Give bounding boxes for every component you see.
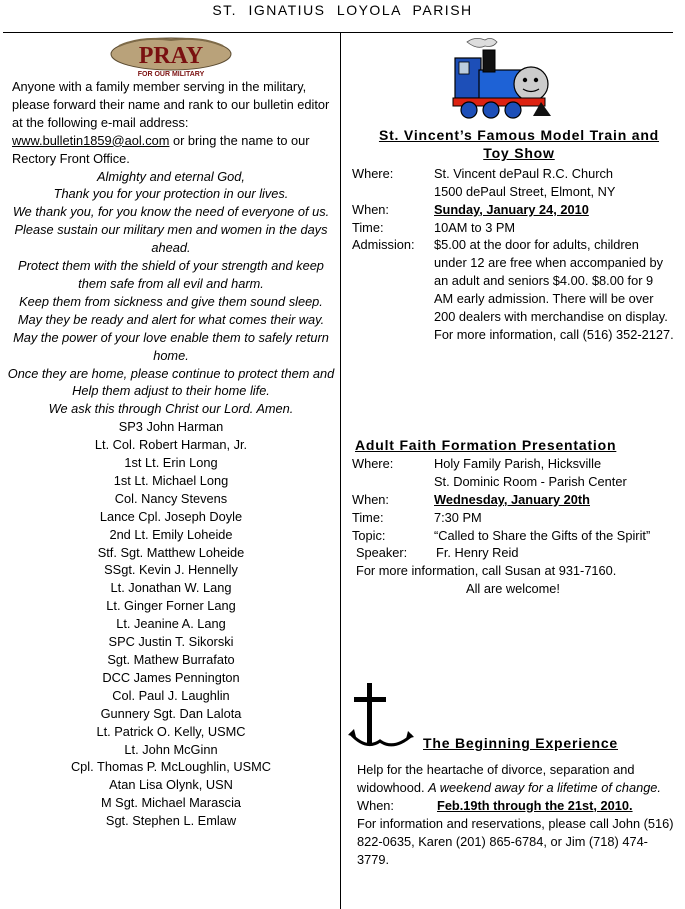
faith-time: 7:30 PM	[434, 509, 482, 525]
cross-anchor-icon	[346, 681, 418, 753]
topic-label: Topic:	[352, 527, 386, 543]
list-item: Lt. Col. Robert Harman, Jr.	[94, 437, 248, 453]
list-item: 2nd Lt. Emily Loheide	[109, 526, 233, 542]
list-item: Gunnery Sgt. Dan Lalota	[100, 705, 242, 721]
faith-info: For more information, call Susan at 931-7160.	[356, 563, 617, 579]
prayer-line: Keep them from sickness and give them sound sleep.	[19, 293, 323, 309]
prayer-line: We thank you, for you know the need of everyone of us.	[12, 204, 330, 220]
train-where-line1: St. Vincent dePaul R.C. Church	[434, 165, 614, 181]
header-divider	[3, 32, 673, 33]
pray-logo-sub: FOR OUR MILITARY	[137, 71, 205, 78]
faith-welcome: All are welcome!	[466, 581, 560, 597]
when-label: When:	[357, 797, 394, 813]
prayer-line: Almighty and eternal God,	[97, 168, 245, 184]
beginning-intro-text: Help for the heartache of divorce, separation and widowhood.	[357, 762, 635, 795]
pray-column	[4, 36, 338, 830]
train-admission: $5.00 at the door for adults, children under 12 are free when accompanied by an adult and seniors $4.00. $8.00 for 9 AM early admission. There will be over 200 dealers with merchandise on display. For more information, call (516) 352-2127.	[434, 237, 674, 342]
prayer-line: Thank you for your protection in our lives.	[53, 186, 289, 202]
beginning-experience-title: The Beginning Experience	[423, 735, 619, 751]
admission-label: Admission:	[352, 237, 415, 253]
list-item: SPC Justin T. Sikorski	[108, 634, 234, 650]
faith-speaker: Fr. Henry Reid	[436, 545, 519, 561]
pray-intro-before: Anyone with a family member serving in the military, please forward their name and rank to our bulletin editor at the following e-mail address:	[12, 79, 330, 130]
pray-logo-word: PRAY	[138, 43, 204, 69]
beginning-info: For information and reservations, please call John (516) 822-0635, Karen (201) 865-6784, or Jim (718) 474-3779.	[357, 815, 674, 867]
where-label: Where:	[352, 165, 394, 181]
prayer-line: We ask this through Christ our Lord. Amen.	[48, 401, 294, 417]
list-item: Col. Paul J. Laughlin	[112, 687, 230, 703]
prayer-line: Protect them with the shield of your strength and keep them safe from all evil and harm.	[18, 258, 324, 291]
military-names-list	[4, 418, 338, 830]
list-item: Lt. John McGinn	[124, 741, 218, 757]
list-item: Lt. Jonathan W. Lang	[110, 580, 232, 596]
list-item: Col. Nancy Stevens	[114, 490, 228, 506]
list-item: 1st Lt. Michael Long	[113, 472, 229, 488]
page-header: ST. IGNATIUS LOYOLA PARISH	[212, 2, 473, 18]
faith-where-line1: Holy Family Parish, Hicksville	[434, 455, 602, 471]
list-item: Lance Cpl. Joseph Doyle	[99, 508, 243, 524]
when-label: When:	[352, 491, 389, 507]
prayer-line: Help them adjust to their home life.	[72, 383, 270, 399]
list-item: Sgt. Stephen L. Emlaw	[105, 813, 237, 829]
list-item: M Sgt. Michael Marascia	[100, 795, 242, 811]
bulletin-email-link[interactable]: www.bulletin1859@aol.com	[12, 132, 170, 148]
column-divider	[340, 32, 341, 909]
beginning-intro-italic: A weekend away for a lifetime of change.	[428, 779, 661, 795]
list-item: Stf. Sgt. Matthew Loheide	[97, 544, 245, 560]
train-time: 10AM to 3 PM	[434, 219, 516, 235]
list-item: SSgt. Kevin J. Hennelly	[104, 562, 238, 578]
where-label: Where:	[352, 455, 394, 471]
when-label: When:	[352, 201, 389, 217]
time-label: Time:	[352, 509, 384, 525]
faith-where-line2: St. Dominic Room - Parish Center	[434, 473, 627, 489]
military-prayer	[4, 168, 338, 419]
beginning-when: Feb.19th through the 21st, 2010.	[437, 797, 633, 813]
pray-intro-after: or bring the name to our Rectory Front Office.	[12, 132, 310, 166]
train-when: Sunday, January 24, 2010	[434, 201, 589, 217]
pray-logo	[101, 36, 241, 78]
faith-formation-title: Adult Faith Formation Presentation	[355, 437, 617, 453]
beginning-intro	[357, 761, 679, 797]
list-item: 1st Lt. Erin Long	[124, 455, 218, 471]
list-item: Lt. Ginger Forner Lang	[106, 598, 236, 614]
train-show-section	[352, 127, 674, 344]
list-item: SP3 John Harman	[118, 419, 224, 435]
list-item: Lt. Jeanine A. Lang	[116, 616, 226, 632]
prayer-line: Please sustain our military men and women in the days ahead.	[14, 222, 328, 256]
prayer-line: May the power of your love enable them to safely return home.	[13, 329, 329, 363]
list-item: Sgt. Mathew Burrafato	[107, 652, 235, 667]
beginning-experience-section	[357, 761, 679, 868]
list-item: Atan Lisa Olynk, USN	[109, 777, 233, 793]
prayer-line: Once they are home, please continue to protect them and	[7, 365, 335, 381]
time-label: Time:	[352, 219, 384, 235]
train-show-title: St. Vincent’s Famous Model Train and Toy Show	[378, 127, 660, 161]
faith-when: Wednesday, January 20th	[434, 491, 590, 507]
faith-formation-section	[352, 437, 674, 598]
list-item: Lt. Patrick O. Kelly, USMC	[96, 723, 246, 739]
train-engine-illustration	[445, 36, 555, 122]
train-where-line2: 1500 dePaul Street, Elmont, NY	[434, 183, 616, 199]
list-item: Cpl. Thomas P. McLoughlin, USMC	[70, 759, 272, 775]
speaker-label: Speaker:	[356, 545, 408, 561]
faith-topic: “Called to Share the Gifts of the Spirit”	[434, 527, 651, 543]
pray-intro	[4, 78, 338, 168]
prayer-line: May they be ready and alert for what comes their way.	[17, 311, 325, 327]
list-item: DCC James Pennington	[102, 669, 240, 685]
